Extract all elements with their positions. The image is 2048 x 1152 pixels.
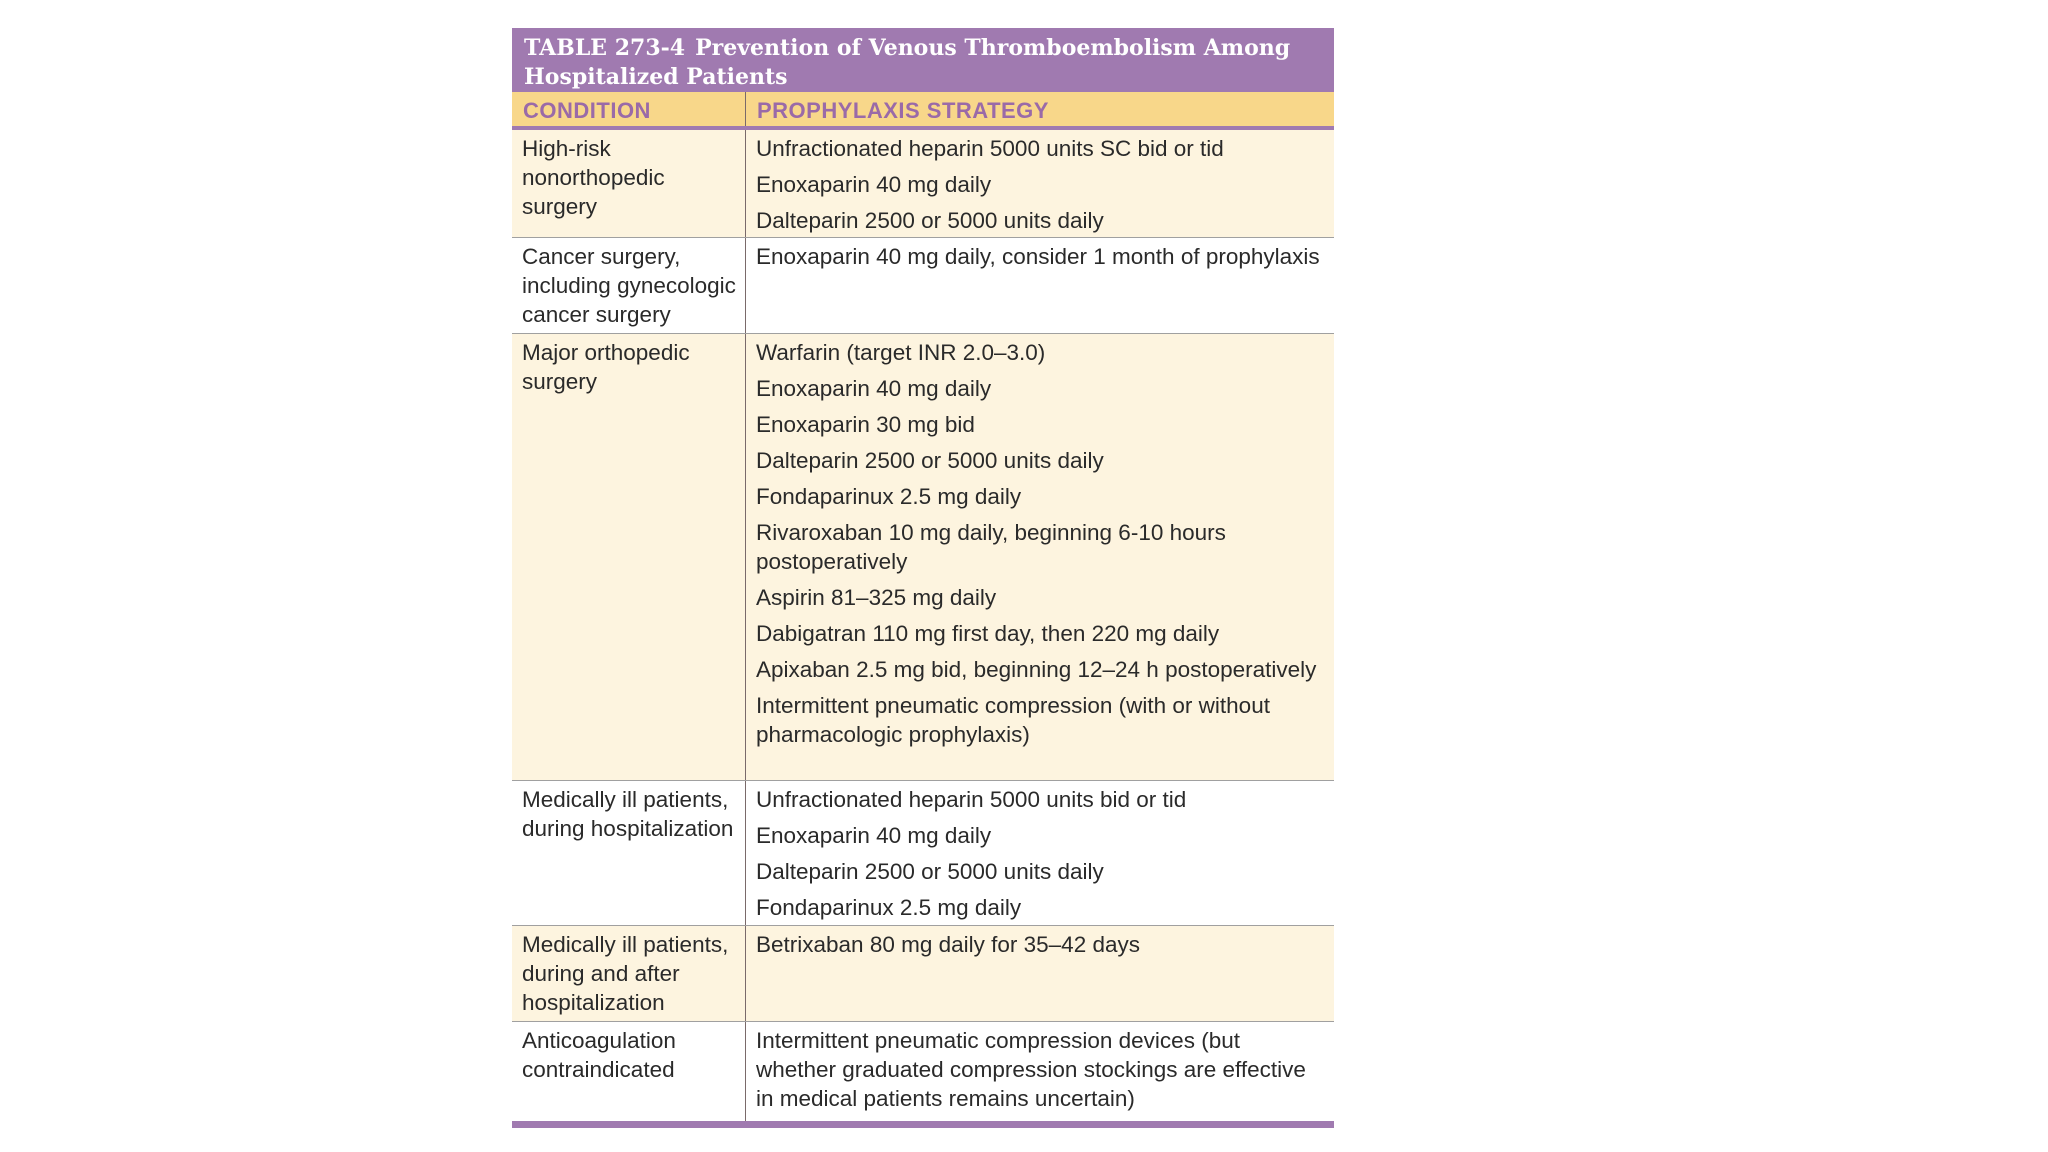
strategy-item: Enoxaparin 40 mg daily [756, 376, 992, 401]
table-header-row [512, 92, 1334, 130]
strategy-item: Intermittent pneumatic compression devices (but whether graduated compression stockings are effective in medical patients remains uncertain) [756, 1028, 1306, 1111]
strategy-item: Enoxaparin 40 mg daily [756, 172, 992, 197]
strategy-item: Dalteparin 2500 or 5000 units daily [756, 859, 1104, 884]
strategy-item: Rivaroxaban 10 mg daily, beginning 6-10 hours postoperatively [756, 520, 1226, 574]
table-row [512, 130, 1334, 238]
strategy-item: Warfarin (target INR 2.0–3.0) [756, 340, 1046, 365]
condition-cell: Medically ill patients, during and after hospitalization [512, 926, 746, 1021]
table-number: TABLE 273-4 [524, 35, 686, 61]
strategy-item: Fondaparinux 2.5 mg daily [756, 484, 1022, 509]
strategy-item: Apixaban 2.5 mg bid, beginning 12–24 h postoperatively [756, 657, 1317, 682]
table-row [512, 926, 1334, 1022]
strategy-cell [746, 926, 1334, 1021]
vte-prophylaxis-table [512, 28, 1334, 1128]
strategy-item: Enoxaparin 40 mg daily, consider 1 month of prophylaxis [756, 244, 1320, 269]
strategy-cell [746, 334, 1334, 780]
strategy-item: Dalteparin 2500 or 5000 units daily [756, 208, 1104, 233]
strategy-cell [746, 781, 1334, 925]
strategy-item: Dalteparin 2500 or 5000 units daily [756, 448, 1104, 473]
table-row [512, 1022, 1334, 1121]
condition-cell: Cancer surgery, including gynecologic cancer surgery [512, 238, 746, 333]
table-title-bar [512, 28, 1334, 92]
header-condition: CONDITION [512, 92, 746, 126]
table-row [512, 781, 1334, 926]
strategy-cell [746, 130, 1334, 237]
strategy-item: Enoxaparin 30 mg bid [756, 412, 975, 437]
condition-cell: Major orthopedic surgery [512, 334, 746, 780]
strategy-cell [746, 238, 1334, 333]
strategy-item: Intermittent pneumatic compression (with or without pharmacologic prophylaxis) [756, 693, 1270, 747]
strategy-item: Unfractionated heparin 5000 units SC bid or tid [756, 136, 1224, 161]
condition-cell: High-risk nonorthopedic surgery [512, 130, 746, 237]
condition-cell: Medically ill patients, during hospitalization [512, 781, 746, 925]
condition-cell: Anticoagulation contraindicated [512, 1022, 746, 1121]
table-row [512, 334, 1334, 781]
strategy-item: Enoxaparin 40 mg daily [756, 823, 992, 848]
strategy-item: Betrixaban 80 mg daily for 35–42 days [756, 932, 1140, 957]
strategy-item: Unfractionated heparin 5000 units bid or tid [756, 787, 1187, 812]
strategy-cell [746, 1022, 1334, 1121]
table-title: Prevention of Venous Thromboembolism Among Hospitalized Patients [524, 35, 1291, 90]
strategy-item: Aspirin 81–325 mg daily [756, 585, 997, 610]
strategy-item: Dabigatran 110 mg first day, then 220 mg daily [756, 621, 1220, 646]
header-prophylaxis-strategy: PROPHYLAXIS STRATEGY [757, 98, 1049, 123]
table-row [512, 238, 1334, 334]
strategy-item: Fondaparinux 2.5 mg daily [756, 895, 1022, 920]
